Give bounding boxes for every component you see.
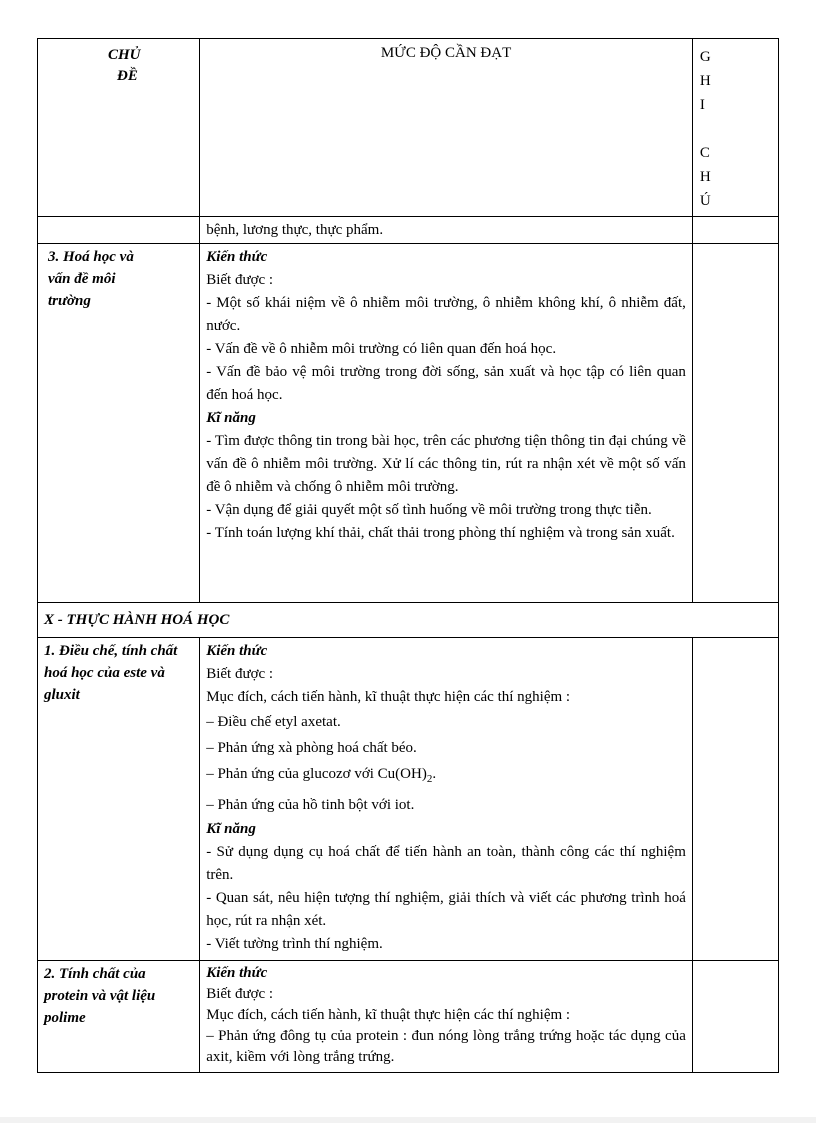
experiment-item: – Phản ứng xà phòng hoá chất béo.: [206, 740, 417, 756]
note-letter: [700, 117, 778, 141]
header-topic-line2: ĐỀ: [117, 68, 138, 84]
topic-cell: [38, 244, 200, 603]
header-topic-cell: [38, 39, 200, 217]
header-main-cell: MỨC ĐỘ CẦN ĐẠT: [200, 39, 693, 217]
knowledge-item: - Vấn đề bảo vệ môi trường trong đời sống, sản xuất và học tập có liên quan đến hoá học.: [206, 364, 686, 403]
knowledge-intro: Biết được :: [206, 272, 274, 288]
content-cell: [200, 961, 693, 1073]
knowledge-item: - Vấn đề về ô nhiễm môi trường có liên quan đến hoá học.: [206, 341, 557, 357]
header-note-cell: [692, 39, 778, 217]
content-cell: [200, 244, 693, 603]
experiment-item: – Phản ứng của glucozơ với $Cu(OH)_2$.: [206, 766, 437, 785]
section-title: X - THỰC HÀNH HOÁ HỌC: [38, 603, 779, 638]
skill-heading: Kĩ năng: [206, 410, 256, 426]
topic-row: [38, 638, 779, 961]
knowledge-heading: Kiến thức: [206, 643, 268, 659]
topic-title: 2. Tính chất của protein và vật liệu polime: [44, 966, 156, 1026]
curriculum-table: [37, 38, 779, 1073]
continuation-text: bệnh, lương thực, thực phẩm.: [200, 217, 693, 244]
skill-item: - Sử dụng dụng cụ hoá chất để tiến hành an toàn, thành công các thí nghiệm trên.: [206, 844, 686, 883]
topic-cell: [38, 961, 200, 1073]
skill-item: - Tìm được thông tin trong bài học, trên các phương tiện thông tin đại chúng về vấn đề ô nhiễm môi trường. Xử lí các thông tin, rút ra nhận xét về một số vấn đề ô nhiễm và chống ô nhiễm môi trường.: [206, 433, 686, 495]
note-cell: [692, 244, 778, 603]
experiment-item: – Phản ứng đông tụ của protein : đun nóng lòng trắng trứng hoặc tác dụng của axit, kiềm với lòng trắng trứng.: [206, 1028, 686, 1065]
note-cell: [692, 638, 778, 961]
skill-item: - Viết tường trình thí nghiệm.: [206, 936, 383, 952]
content-cell: [200, 638, 693, 961]
continuation-row: [38, 217, 779, 244]
knowledge-desc: Mục đích, cách tiến hành, kĩ thuật thực hiện các thí nghiệm :: [206, 1007, 571, 1023]
topic-row: [38, 961, 779, 1073]
experiment-item: – Điều chế etyl axetat.: [206, 714, 341, 730]
skill-heading: Kĩ năng: [206, 821, 256, 837]
knowledge-item: - Một số khái niệm về ô nhiễm môi trường, ô nhiễm không khí, ô nhiễm đất, nước.: [206, 295, 686, 334]
note-letter: C: [699, 145, 710, 161]
skill-item: - Quan sát, nêu hiện tượng thí nghiệm, giải thích và viết các phương trình hoá học, rút ra nhận xét.: [206, 890, 686, 929]
topic-title: 1. Điều chế, tính chất hoá học của este và gluxit: [44, 643, 178, 703]
knowledge-intro: Biết được :: [206, 986, 274, 1002]
note-letter: H: [699, 169, 711, 185]
topic-title: 3. Hoá học và vấn đề môi trường: [48, 249, 134, 309]
header-topic-line1: CHỦ: [108, 47, 141, 63]
note-letter: Ú: [699, 193, 711, 209]
empty-topic-cell: [38, 217, 200, 244]
experiment-item: – Phản ứng của hồ tinh bột với iot.: [206, 797, 415, 813]
section-row: [38, 603, 779, 638]
note-letter: I: [699, 97, 705, 113]
note-cell: [692, 961, 778, 1073]
knowledge-desc: Mục đích, cách tiến hành, kĩ thuật thực hiện các thí nghiệm :: [206, 689, 571, 705]
knowledge-heading: Kiến thức: [206, 249, 268, 265]
knowledge-intro: Biết được :: [206, 666, 274, 682]
knowledge-heading: Kiến thức: [206, 965, 268, 981]
topic-cell: [38, 638, 200, 961]
skill-item: - Tính toán lượng khí thải, chất thải trong phòng thí nghiệm và trong sản xuất.: [206, 525, 675, 541]
page-edge: [0, 1117, 816, 1123]
topic-row: [38, 244, 779, 603]
empty-note-cell: [692, 217, 778, 244]
header-row: [38, 39, 779, 217]
skill-item: - Vận dụng để giải quyết một số tình huống về môi trường trong thực tiễn.: [206, 502, 652, 518]
note-letter: H: [699, 73, 711, 89]
note-letter: G: [699, 49, 711, 65]
